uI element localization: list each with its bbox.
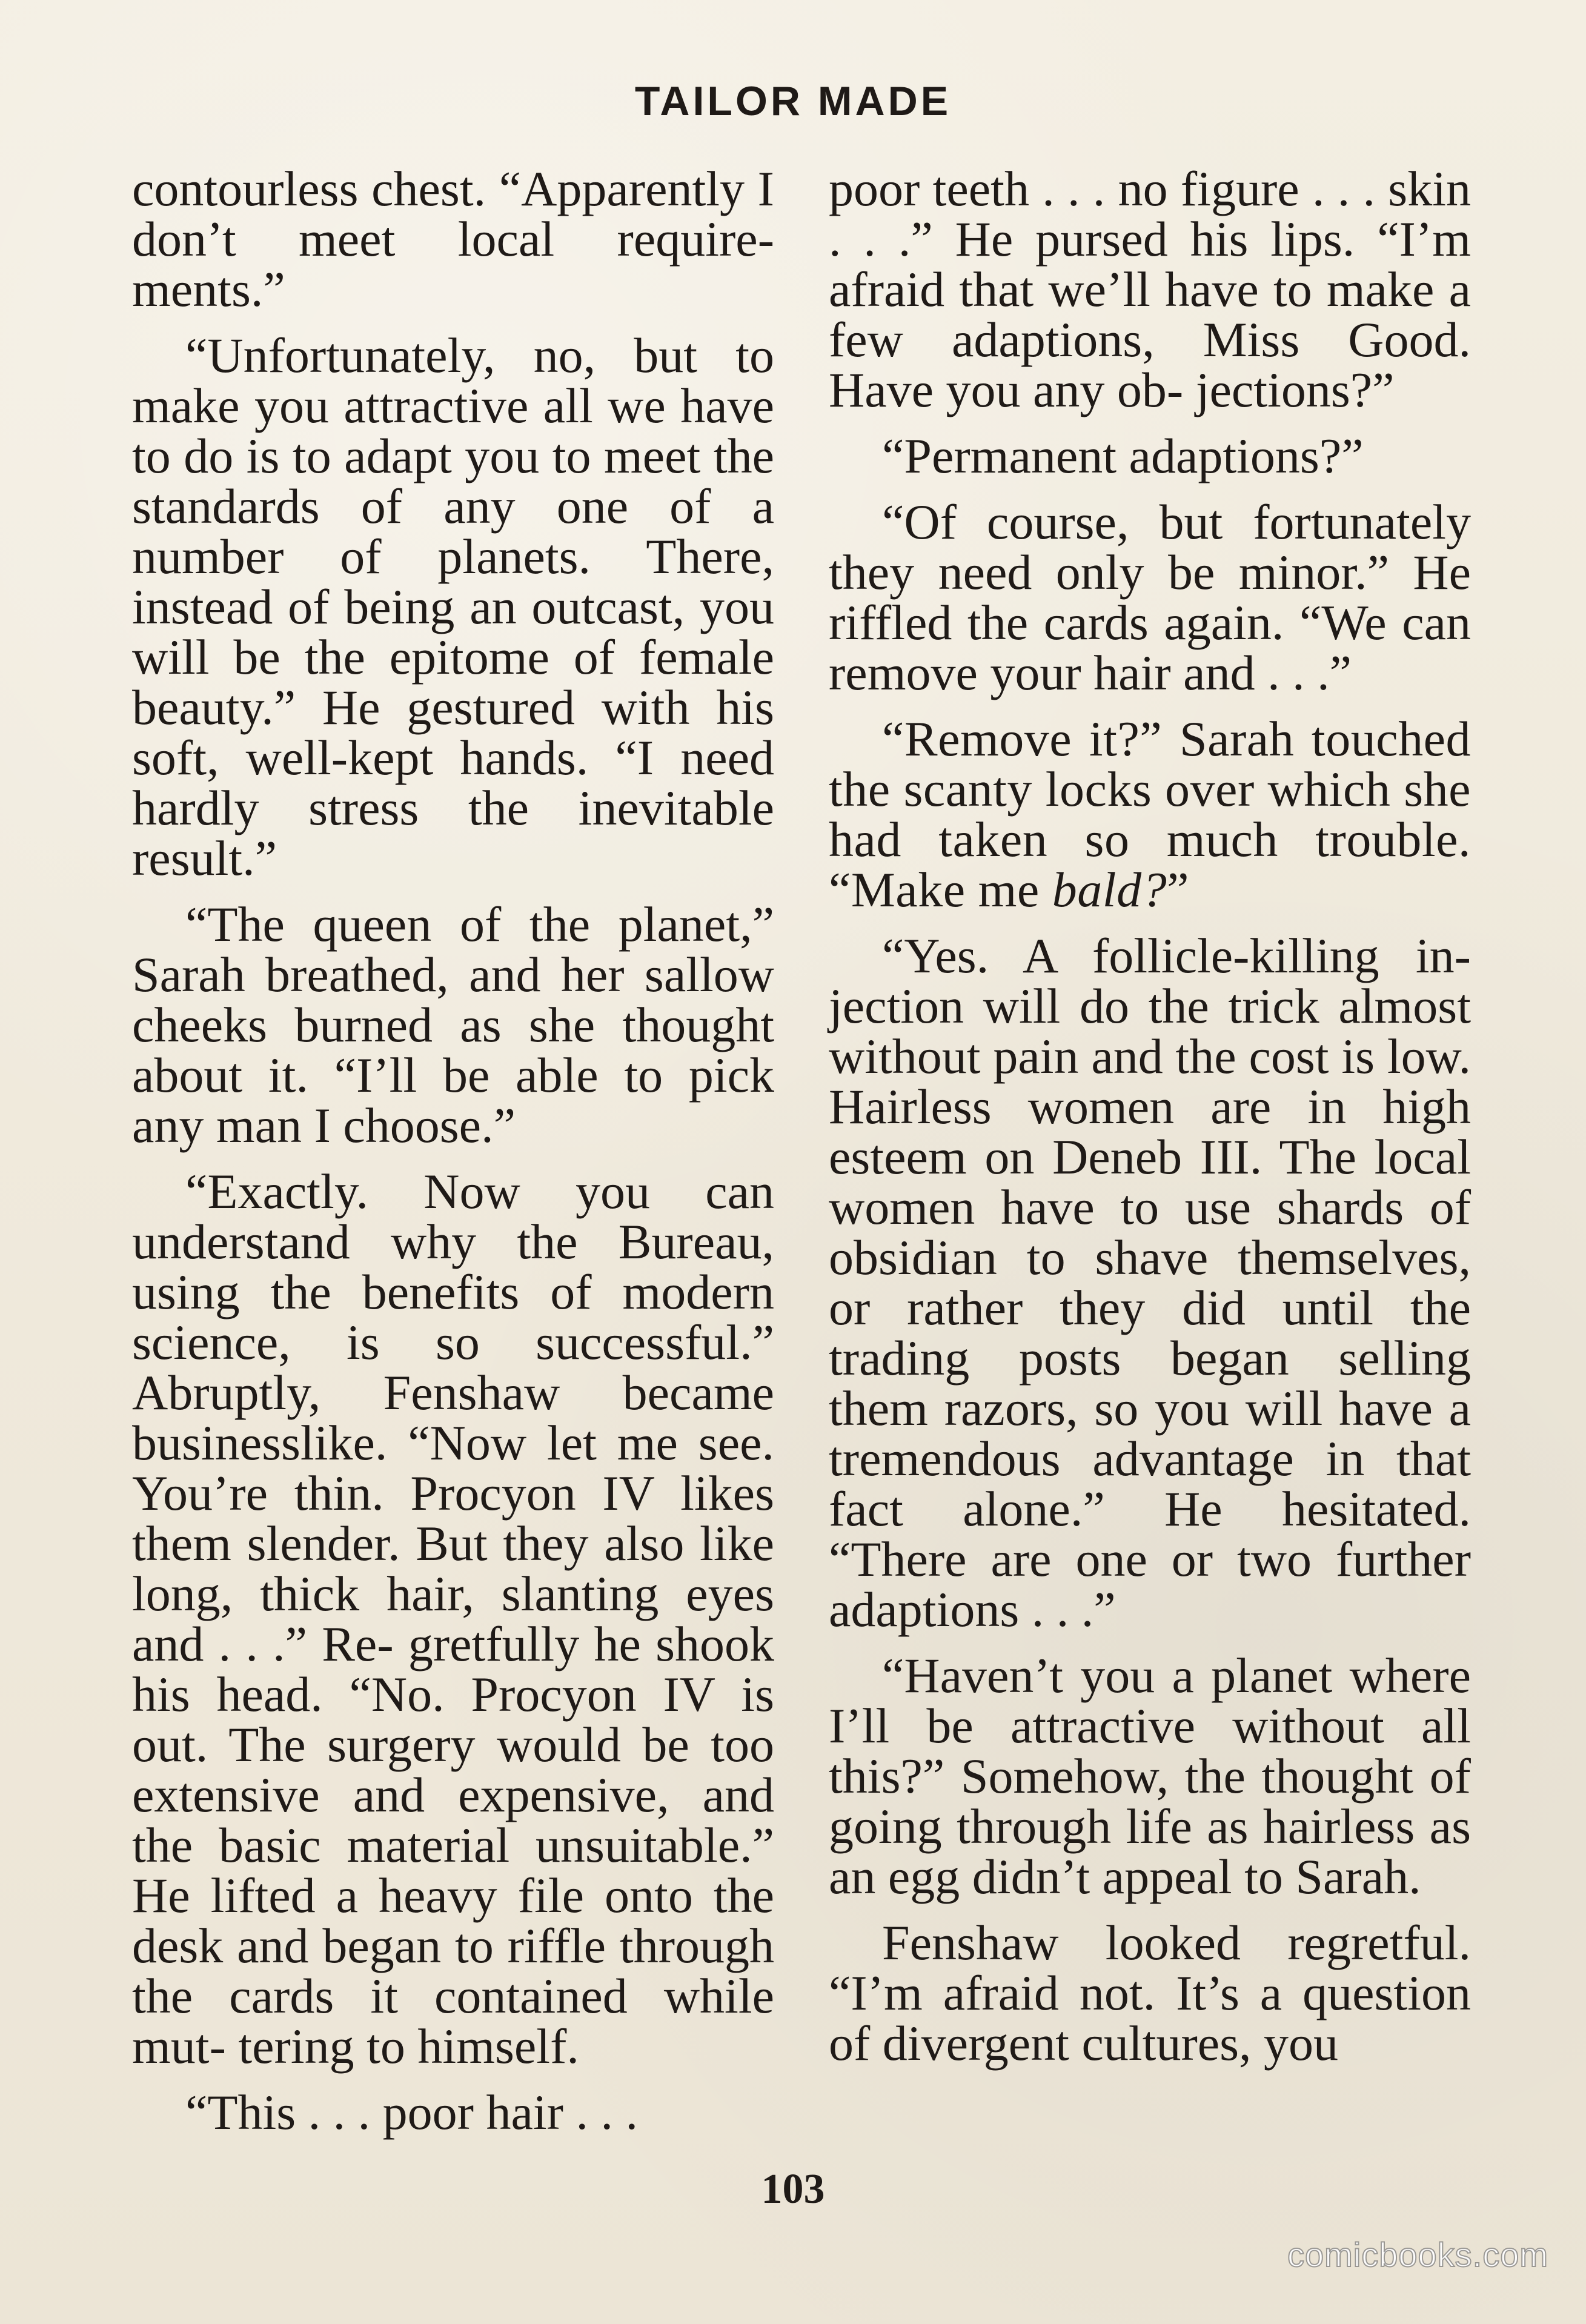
right-paragraph-4-italic: bald? — [1052, 862, 1167, 917]
right-paragraph-1: poor teeth . . . no figure . . . skin . . .” He pursed his lips. “I’m afraid that we’ll have to make a few adaptions, Miss Good. Have you any ob- jections?” — [829, 161, 1471, 417]
right-text-column — [829, 161, 1471, 2071]
left-paragraph-1: contourless chest. “Apparently I don’t meet local require- ments.” — [132, 161, 774, 317]
right-paragraph-2: “Permanent adaptions?” — [882, 428, 1364, 483]
right-paragraph-4 — [829, 711, 1471, 917]
left-paragraph-2: “Unfortunately, no, but to make you attractive all we have to do is to adapt you to meet the standards of any one of a number of planets. There, instead of being an outcast, you will be the epitome of female beauty.” He gestured with his soft, well-kept hands. “I need hardly stress the inevitable result.” — [132, 328, 774, 886]
page-number: 103 — [761, 2166, 825, 2213]
right-paragraph-5: “Yes. A follicle-killing in- jection will do the trick almost without pain and the cost is low. Hairless women are in high esteem on Deneb III. The local women have to use shards of obsidian to shave themselves, or rather they did until the trading posts began selling them razors, so you will have a tremendous advantage in that fact alone.” He hesitated. “There are one or two further adaptions . . .” — [829, 928, 1471, 1637]
right-paragraph-4-lead: “Remove it?” Sarah touched the scanty locks over which she had taken so much trouble. “Make me — [829, 711, 1471, 917]
left-paragraph-4: “Exactly. Now you can understand why the Bureau, using the benefits of modern science, is so successful.” Abruptly, Fenshaw became businesslike. “Now let me see. You’re thin. Procyon IV likes them slender. But they also like long, thick hair, slanting eyes and . . .” Re- gretfully he shook his head. “No. Procyon IV is out. The surgery would be too extensive and expensive, and the basic material unsuitable.” He lifted a heavy file onto the desk and began to riffle through the cards it contained while mut- tering to himself. — [132, 1164, 774, 2074]
left-text-column — [132, 161, 774, 2140]
left-paragraph-3: “The queen of the planet,” Sarah breathed, and her sallow cheeks burned as she thought about it. “I’ll be able to pick any man I choose.” — [132, 897, 774, 1153]
site-watermark: comicbooks.com — [1287, 2236, 1548, 2274]
right-paragraph-4-end: ” — [1167, 862, 1189, 917]
right-paragraph-7: Fenshaw looked regretful. “I’m afraid not. It’s a question of divergent cultures, you — [829, 1915, 1471, 2071]
right-paragraph-3: “Of course, but fortunately they need only be minor.” He riffled the cards again. “We can remove your hair and . . .” — [829, 494, 1471, 700]
left-paragraph-5: “This . . . poor hair . . . — [185, 2085, 638, 2140]
right-paragraph-6: “Haven’t you a planet where I’ll be attractive without all this?” Somehow, the thought of going through life as hairless as an egg didn’t appeal to Sarah. — [829, 1648, 1471, 1904]
running-header: TAILOR MADE — [634, 78, 952, 124]
